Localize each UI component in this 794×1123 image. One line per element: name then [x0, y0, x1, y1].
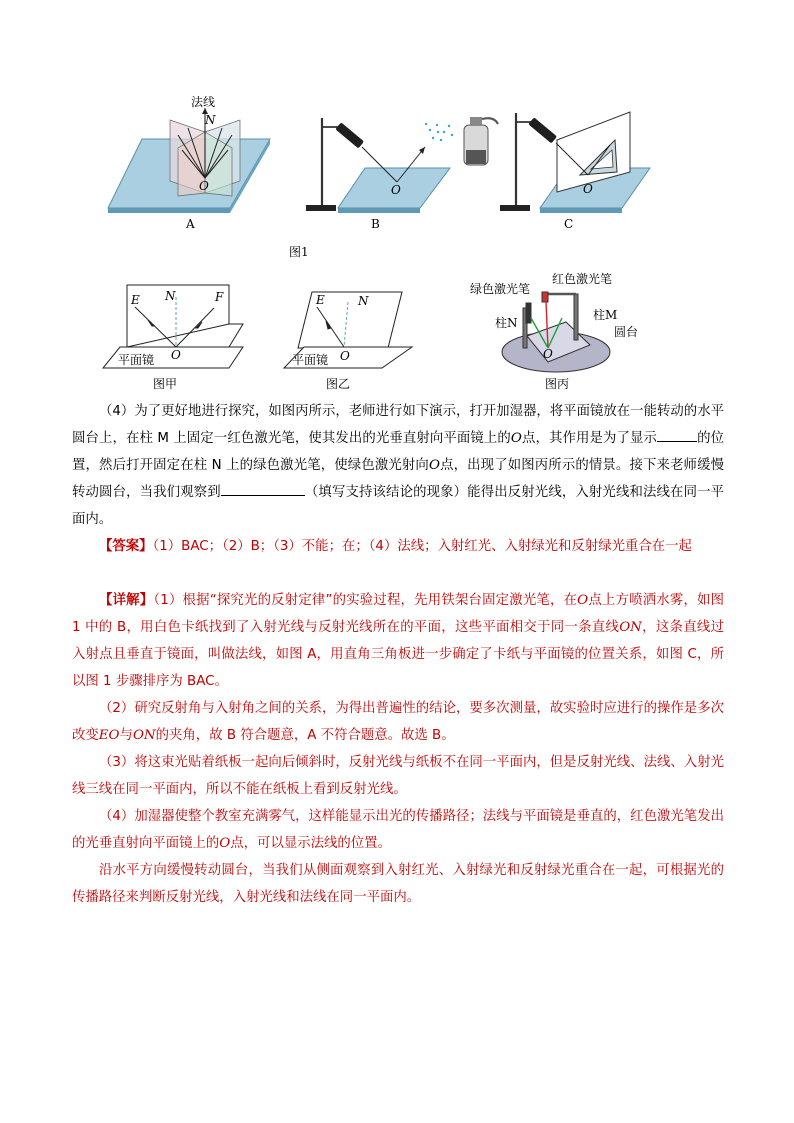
detail-2 [72, 695, 724, 749]
detail-3-text: （3）将这束光贴着纸板一起向后倾斜时，反射光线与纸板不在同一平面内，但是反射光线、法线、入射光线三线在同一平面内，所以不能在纸板上看到反射光线。 [72, 755, 724, 797]
detail-3 [72, 749, 724, 803]
detail-5-text: 沿水平方向缓慢转动圆台，当我们从侧面观察到入射红光、入射绿光和反射绿光重合在一起，可根据光的传播路径来判断反射光线，入射光线和法线在同一平面内。 [72, 863, 724, 905]
point-o-label: O [543, 347, 553, 361]
point-o-label: O [199, 179, 209, 193]
question-4-text-4: 点，出现了如图丙所示的情景。接下来老师缓慢转动圆台，当我们观察到 [72, 458, 725, 500]
point-o-label: O [340, 349, 350, 363]
figure-1b-caption: B [371, 217, 380, 231]
point-o: O [510, 431, 522, 446]
mirror-label: 平面镜 [292, 353, 329, 367]
point-o-label: O [391, 183, 401, 197]
point-e-label: E [131, 293, 140, 307]
pillar-m-label: 柱M [593, 308, 618, 322]
answer-section [72, 533, 724, 560]
detail-1 [72, 587, 724, 695]
detail-1-text-a: （1）根据“探究光的反射定律”的实验过程，先用铁架台固定激光笔，在 [153, 593, 578, 608]
normal-line-label: 法线 [191, 95, 216, 109]
figure-1 [0, 0, 794, 280]
point-n-label: N [358, 294, 369, 308]
question-4-text-2: 点，其作用是为了显示 [521, 431, 657, 446]
detail-4-text-a: （4）加湿器使整个教室充满雾气，这样能显示出光的传播路径；法线与平面镜是垂直的，红色激光笔发出的光垂直射向平面镜上的 [72, 809, 724, 851]
detail-2-text-a: （2）研究反射角与入射角之间的关系，为得出普遍性的结论，要多次测量，故实验时应进行的操作是多次改变 [72, 701, 724, 743]
point-o: O [428, 458, 440, 473]
figure-yi-caption: 图乙 [326, 377, 351, 391]
point-n-label: N [165, 289, 176, 303]
question-4-text-3: 的位置，然后打开固定在柱 N 上的绿色激光笔，使绿色激光射向 [72, 431, 725, 473]
figure-1a-caption: A [186, 217, 195, 231]
point-o-label: O [171, 348, 181, 362]
line-eo: EO [98, 728, 120, 743]
figure-1a-diagram [108, 108, 270, 213]
line-on: ON [132, 728, 156, 743]
answer-text: （1）BAC；（2）B；（3）不能；在；（4）法线；入射红光、入射绿光和反射绿光重合在一起 [152, 539, 692, 554]
pillar-n-label: 柱N [495, 316, 518, 330]
question-4 [72, 398, 724, 533]
detail-2-text-b: 与 [119, 728, 133, 743]
point-o: O [219, 836, 231, 851]
answer-blank-1 [657, 427, 697, 442]
point-f-label: F [215, 290, 224, 304]
detail-1-text-b: 点上方喷洒水雾，如图 1 中的 B，用白色卡纸找到了入射光线与反射光线所在的平面，这些平面相交于同一条直线 [72, 593, 725, 635]
question-4-text-5: （填写支持该结论的现象）能得出反射光线，入射光线和法线在同一平面内。 [72, 485, 725, 527]
line-on: ON [619, 620, 642, 635]
point-n-label: N [205, 113, 216, 127]
platform-label: 圆台 [614, 325, 639, 339]
point-o: O [577, 593, 589, 608]
detail-tag: 【详解】 [99, 593, 154, 608]
red-laser-label: 红色激光笔 [552, 272, 613, 286]
point-o-label: O [583, 182, 593, 196]
figure-1-caption: 图1 [289, 245, 309, 259]
detail-2-text-c: 的夹角，故 B 符合题意，A 不符合题意。故选 B。 [155, 728, 455, 743]
detail-4-text-b: 点，可以显示法线的位置。 [230, 836, 391, 851]
figure-2 [0, 262, 794, 392]
figure-jia-caption: 图甲 [153, 377, 178, 391]
figure-bing-diagram [502, 292, 610, 372]
figure-1c-diagram [500, 112, 650, 213]
figure-1b-diagram [306, 117, 498, 213]
detail-5 [72, 857, 724, 911]
question-4-text-1: （4）为了更好地进行探究，如图丙所示，老师进行如下演示，打开加湿器，将平面镜放在一能转动的水平圆台上，在柱 M 上固定一红色激光笔，使其发出的光垂直射向平面镜上的 [72, 404, 724, 446]
answer-tag: 【答案】 [99, 539, 153, 554]
detail-4 [72, 803, 724, 857]
figure-bing-caption: 图丙 [545, 377, 570, 391]
green-laser-label: 绿色激光笔 [470, 282, 531, 296]
answer-blank-2 [221, 481, 305, 496]
mirror-label: 平面镜 [118, 353, 155, 367]
point-e-label: E [316, 293, 325, 307]
detail-1-text-c: ，这条直线过 入射点且垂直于镜面，叫做法线，如图 A，用直角三角板进一步确定了卡纸与平面镜的位置关系，如图 C，所以图 1 步骤排序为 BAC。 [72, 620, 725, 689]
figure-1c-caption: C [564, 217, 574, 231]
